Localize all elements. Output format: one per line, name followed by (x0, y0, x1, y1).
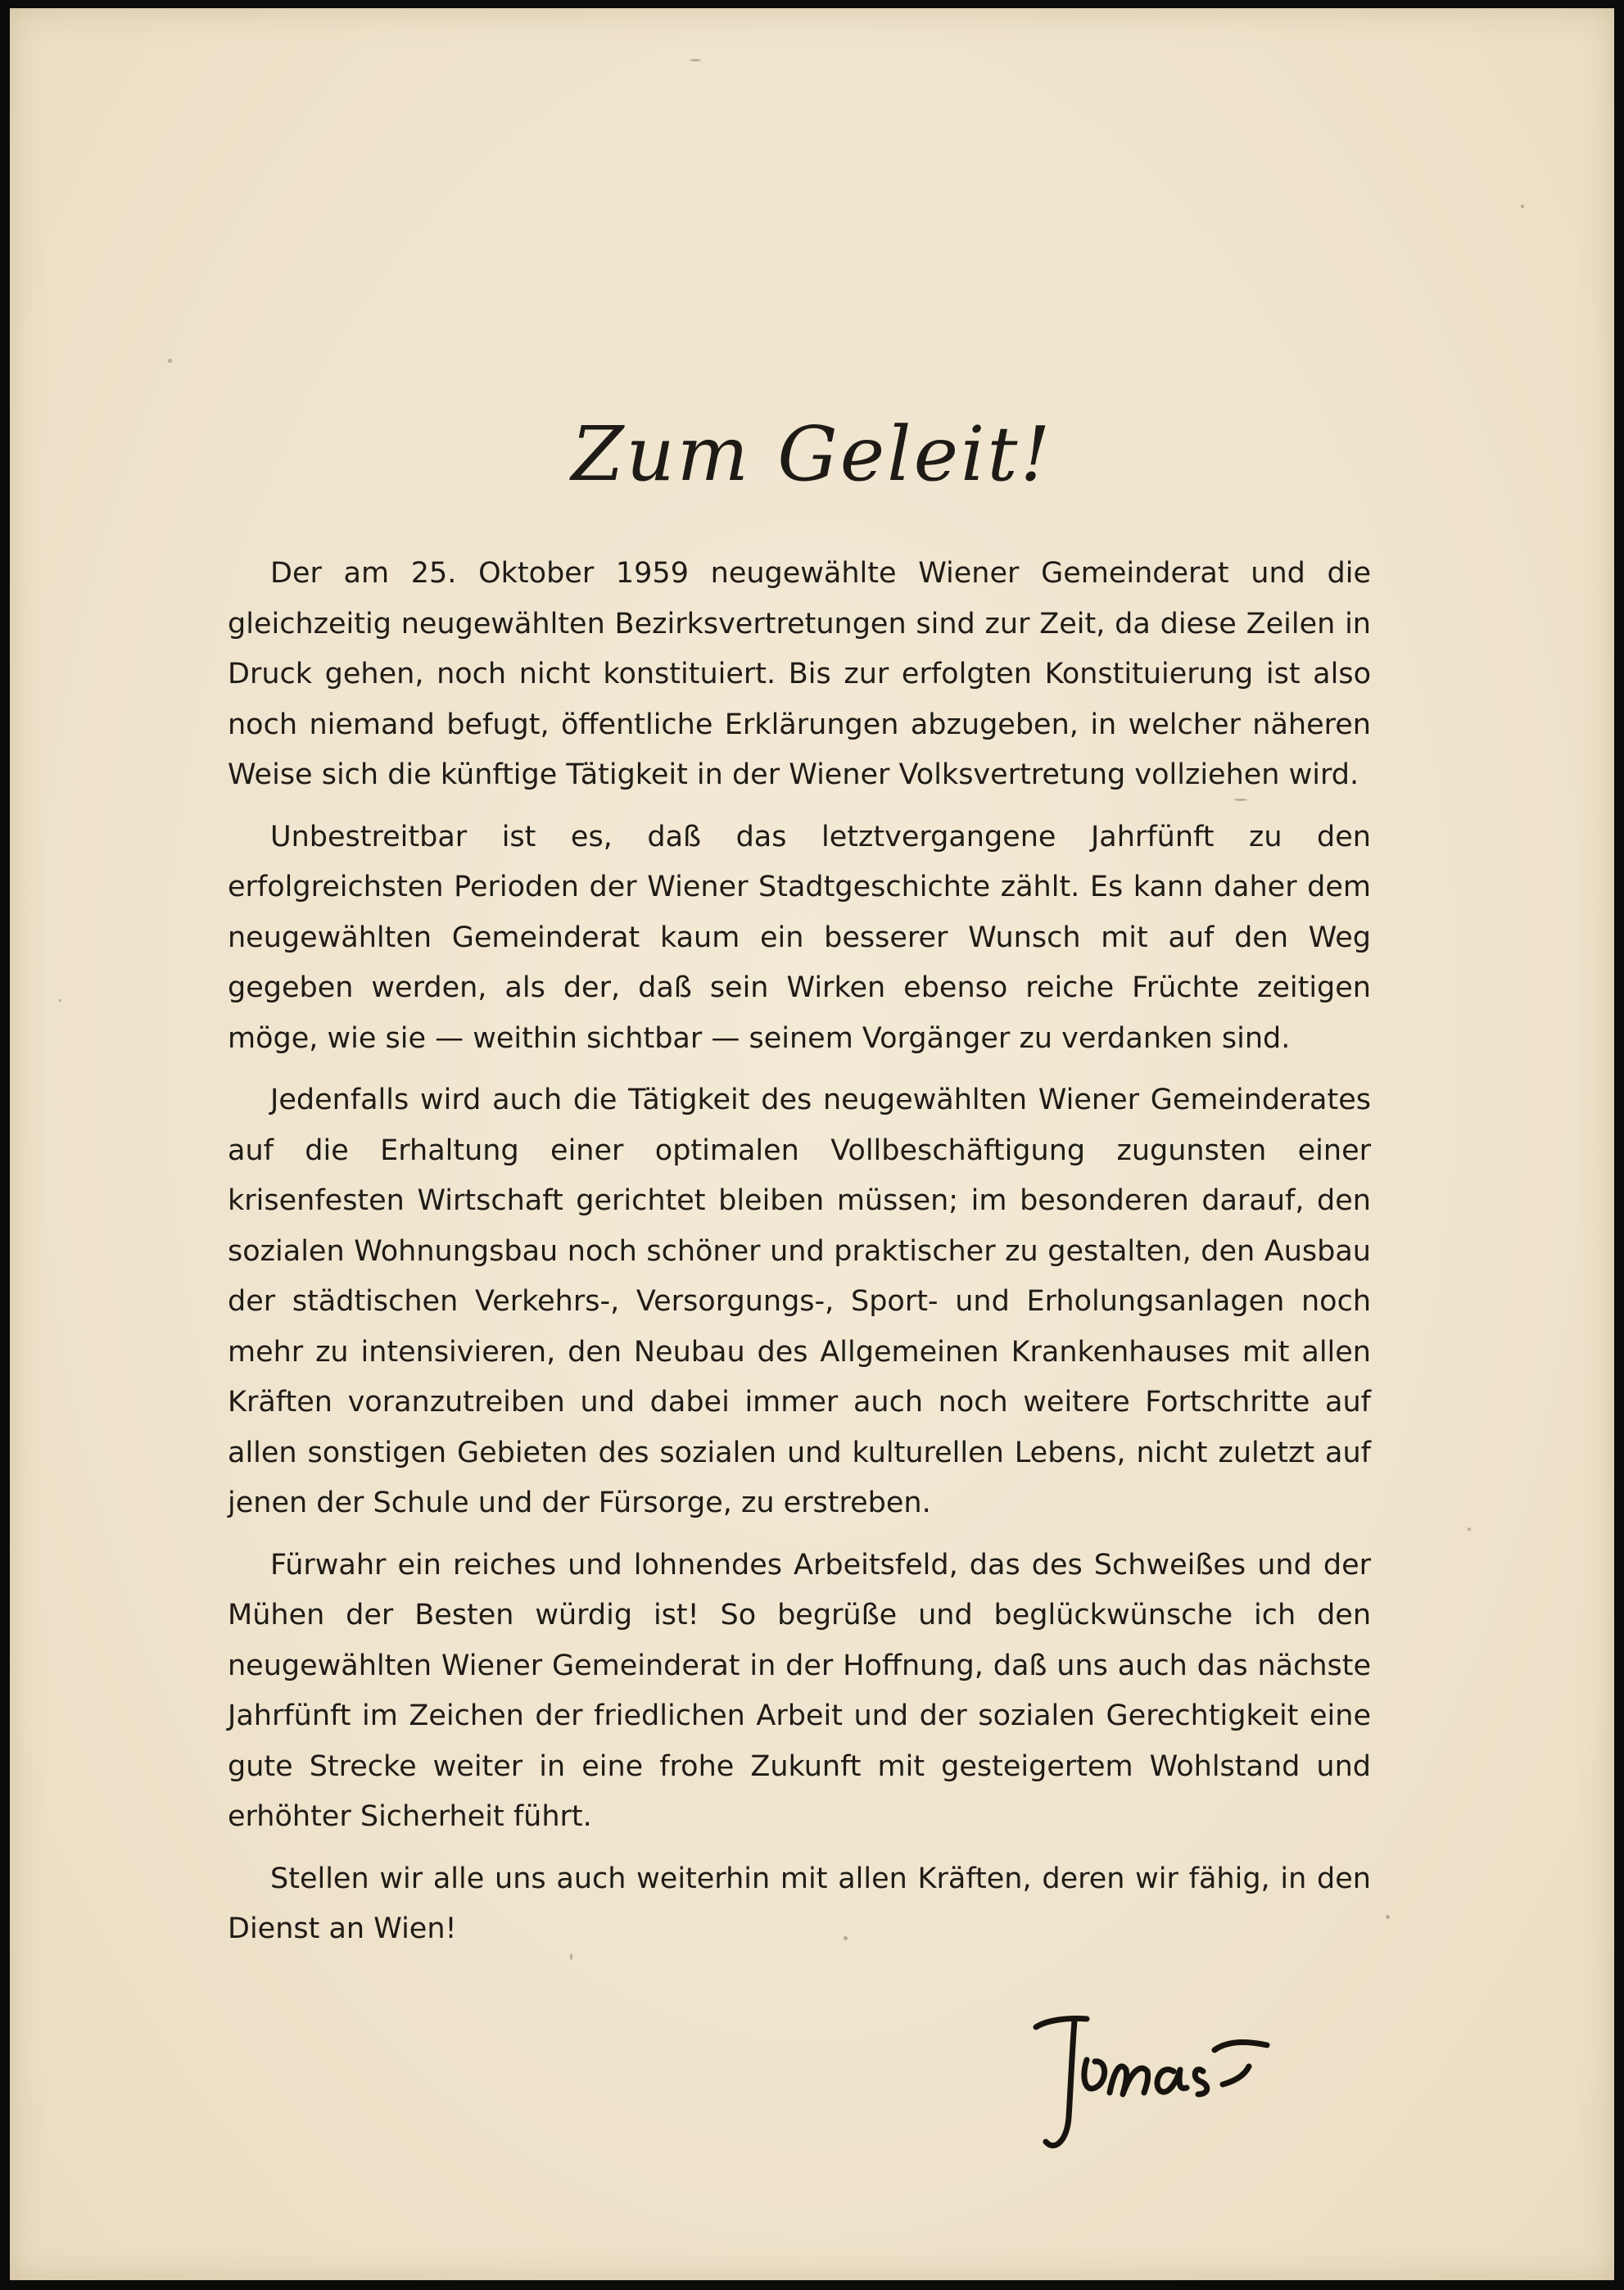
paragraph-1: Der am 25. Oktober 1959 neugewählte Wiener Gemeinderat und die gleichzeitig neugewählten Bezirksvertretungen sind zur Zeit, da diese Zeilen in Druck gehen, noch nicht konstituiert. Bis zur erfolgten Konstituierung ist also noch niemand befugt, öffentliche Erklärungen abzugeben, in welcher näheren Weise sich die künftige Tätigkeit in der Wiener Volksvertretung vollziehen wird. (228, 557, 1371, 791)
page-title: Zum Geleit! (571, 410, 1053, 498)
paper-speck (59, 999, 61, 1002)
paper-speck (1386, 1915, 1390, 1919)
paper-speck (168, 359, 172, 363)
paper-speck (690, 59, 701, 61)
letter-body (228, 549, 1371, 1966)
paragraph-2: Unbestreitbar ist es, daß das letztvergangene Jahrfünft zu den erfolgreichsten Perioden der Wiener Stadtgeschichte zählt. Es kann daher dem neugewählten Gemeinderat kaum ein besserer Wunsch mit auf den Weg gegeben werden, als der, daß sein Wirken ebenso reiche Früchte zeitigen möge, wie sie — weithin sichtbar — seinem Vorgänger zu verdanken sind. (228, 820, 1371, 1055)
paper-speck (1521, 205, 1524, 208)
paragraph-4: Fürwahr ein reiches und lohnendes Arbeitsfeld, das des Schweißes und der Mühen der Besten würdig ist! So begrüße und beglückwünsche ich den neugewählten Wiener Gemeinderat in der Hoffnung, daß uns auch das nächste Jahrfünft im Zeichen der friedlichen Arbeit und der sozialen Gerechtigkeit eine gute Strecke weiter in eine frohe Zukunft mit gesteigertem Wohlstand und erhöhter Sicherheit führt. (228, 1548, 1371, 1833)
document-page (10, 8, 1614, 2280)
paragraph-3: Jedenfalls wird auch die Tätigkeit des neugewählten Wiener Gemeinderates auf die Erhaltung einer optimalen Vollbeschäftigung zugunsten einer krisenfesten Wirtschaft gerichtet bleiben müssen; im besonderen darauf, den sozialen Wohnungsbau noch schöner und praktischer zu gestalten, den Ausbau der städtischen Verkehrs-, Versorgungs-, Sport- und Erholungsanlagen noch mehr zu intensivieren, den Neubau des Allgemeinen Krankenhauses mit allen Kräften voranzutreiben und dabei immer auch noch weitere Fortschritte auf allen sonstigen Gebieten des sozialen und kulturellen Lebens, nicht zuletzt auf jenen der Schule und der Fürsorge, zu erstreben. (228, 1084, 1371, 1519)
paper-speck (1468, 1527, 1471, 1531)
paragraph-5: Stellen wir alle uns auch weiterhin mit allen Kräften, deren wir fähig, in den Dienst an Wien! (228, 1862, 1371, 1945)
signature-image (1029, 2003, 1300, 2158)
